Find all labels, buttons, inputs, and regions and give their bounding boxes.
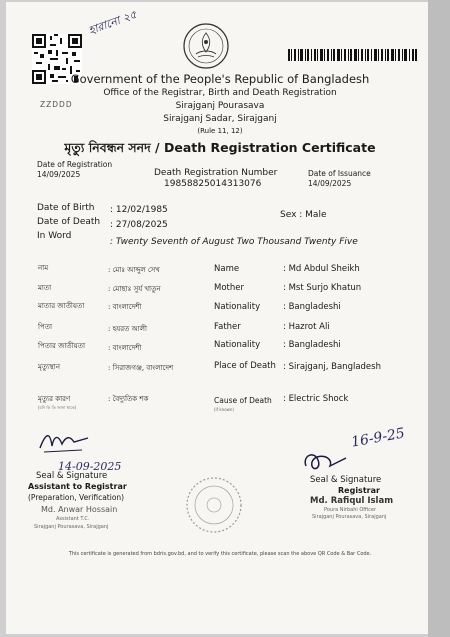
registration-number-value: 19858825014313076 [164,179,262,189]
handwritten-note: হারানো ২৫ [86,7,139,38]
in-word-label: In Word [37,231,72,241]
in-word-value: : Twenty Seventh of August Two Thousand Twenty Five [110,237,358,247]
registration-date-value: 14/09/2025 [37,170,81,179]
registrar-title: Poura Nirbahi Officer [324,507,376,513]
bn-mother-value: : মোছাঃ সুর্য খাতুন [108,285,161,293]
bn-name-label: নাম [38,264,49,272]
bn-cause-label: মৃত্যুর কারণ [38,395,71,403]
registration-date-label: Date of Registration [37,160,113,169]
mother-label: Mother [214,283,244,293]
cause-label: Cause of Death [214,396,272,405]
bn-mother-nationality-value: : বাংলাদেশী [108,303,142,311]
father-label: Father [214,322,241,332]
government-emblem [182,22,230,70]
death-date-value: : 27/08/2025 [110,220,168,230]
pourasava-heading: Sirajganj Pourasava [175,101,265,111]
birth-date-label: Date of Birth [37,203,95,213]
registrar-role: Registrar [338,486,380,495]
certificate-sheet [6,2,434,634]
bn-father-nationality-label: পিতার জাতীয়তা [38,342,86,350]
bn-cause-value: : বৈদ্যুতিক শক [108,395,149,403]
assistant-signature-date: 14-09-2025 [58,460,122,473]
verification-footer: This certificate is generated from bdris.gov.bd, and to verify this certificate, please scan the above QR Code & Bar Code. [68,551,372,557]
name-label: Name [214,264,240,274]
mother-value: : Mst Surjo Khatun [283,283,362,293]
issuance-date-value: 14/09/2025 [308,179,352,188]
government-heading: Government of the People's Republic of Bangladesh [70,72,370,86]
registrar-signature-date: 16-9-25 [350,425,406,451]
bn-mother-nationality-label: মাতার জাতীয়তা [38,302,85,310]
certificate-title: মৃত্যু নিবন্ধন সনদ / Death Registration Certificate [64,140,376,155]
assistant-office: Sirajganj Pourasava, Sirajganj [34,524,109,530]
assistant-role: Assistant to Registrar [28,482,127,491]
bn-place-of-death-label: মৃত্যুস্থান [38,363,61,371]
bn-name-value: : মোঃ আব্দুল সেখ [108,266,160,274]
cause-value: : Electric Shock [283,394,349,404]
office-seal [184,475,244,535]
registrar-signature [300,442,352,476]
registrar-seal-label: Seal & Signature [310,475,382,485]
rule-note: (Rule 11, 12) [197,127,243,135]
assistant-signature [36,428,96,458]
bn-place-of-death-value: : সিরাজগঞ্জ, বাংলাদেশ [108,364,174,372]
father-nationality-label: Nationality [214,340,261,350]
issuance-date-label: Date of Issuance [308,169,371,178]
registrar-name: Md. Rafiqul Islam [310,496,394,506]
place-of-death-label: Place of Death [214,361,276,371]
assistant-title: Assistant T.C. [56,516,90,522]
bn-father-value: : হযরত আলী [108,325,148,333]
serial-code: ZZDDD [40,100,73,109]
mother-nationality-label: Nationality [214,302,261,312]
mother-nationality-value: : Bangladeshi [283,302,341,312]
sex-field: Sex : Male [280,210,327,220]
father-value: : Hazrot Ali [283,322,330,332]
registrar-office: Sirajganj Pourasava, Sirajganj [312,514,387,520]
name-value: : Md Abdul Sheikh [283,264,360,274]
bn-father-nationality-value: : বাংলাদেশী [108,344,142,352]
assistant-name: Md. Anwar Hossain [41,505,118,514]
assistant-seal-label: Seal & Signature [36,471,108,481]
office-heading: Office of the Registrar, Birth and Death Registration [103,88,337,98]
father-nationality-value: : Bangladeshi [283,340,341,350]
barcode [288,49,418,61]
background-edge [428,0,450,637]
place-of-death-value: : Sirajganj, Bangladesh [283,362,381,372]
birth-date-value: : 12/02/1985 [110,205,168,215]
assistant-role-detail: (Preparation, Verification) [28,493,125,502]
cause-note: (if known) [214,407,235,412]
registration-number-label: Death Registration Number [154,168,278,178]
bn-mother-label: মাতা [38,284,52,292]
death-date-label: Date of Death [37,217,101,227]
bn-father-label: পিতা [38,323,53,331]
bn-cause-note: (যদি কি তি জানা থাকে) [38,405,77,410]
upazila-heading: Sirajganj Sadar, Sirajganj [163,114,277,124]
